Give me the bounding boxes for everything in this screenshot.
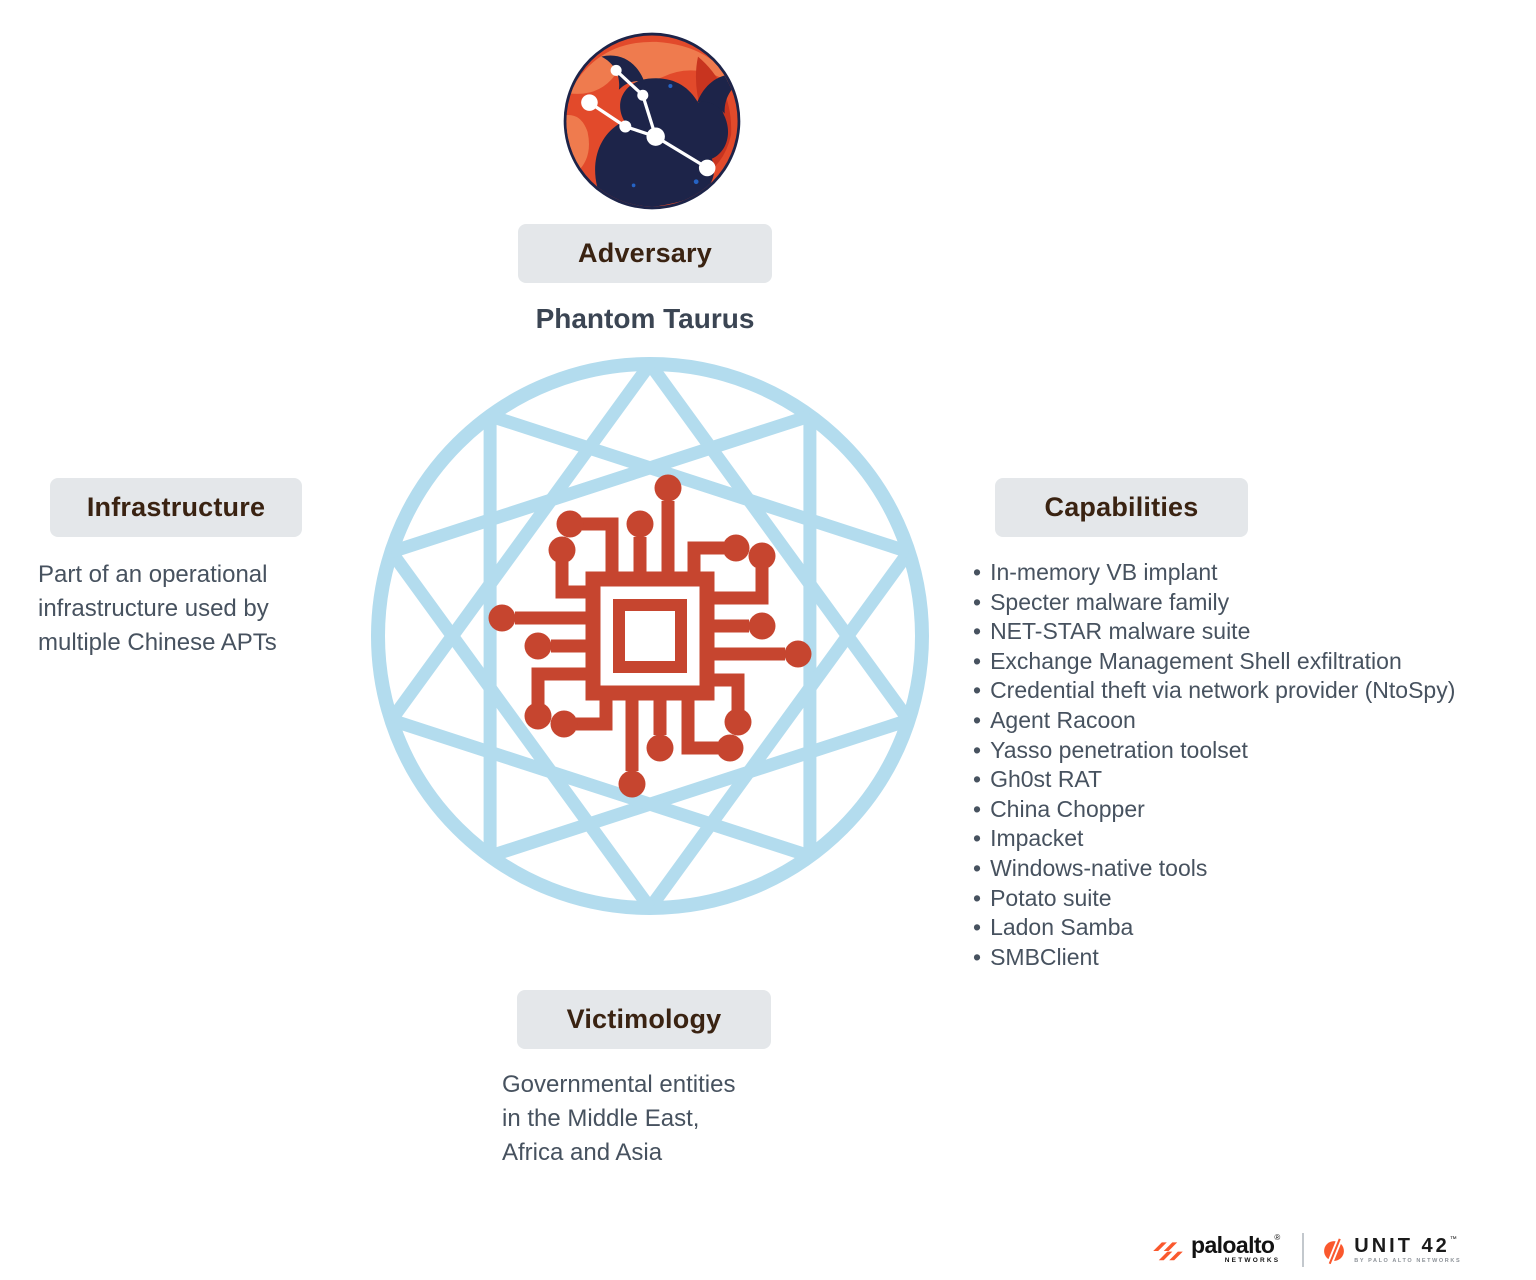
adversary-label	[518, 224, 772, 283]
capabilities-label-text: Capabilities	[1044, 492, 1199, 522]
victimology-line: Governmental entities	[502, 1071, 736, 1098]
unit42-logo	[1322, 1236, 1461, 1265]
palo-alto-logo	[1152, 1234, 1280, 1266]
palo-alto-stripes-icon	[1152, 1236, 1184, 1266]
capability-item: • China Chopper	[973, 795, 1455, 825]
infrastructure-description	[38, 558, 338, 660]
infrastructure-line: Part of an operational	[38, 561, 268, 588]
adversary-label-text: Adversary	[578, 238, 712, 268]
networks-wordmark: NETWORKS	[1224, 1257, 1281, 1264]
capabilities-list	[973, 558, 1455, 972]
taurus-constellation-badge-icon	[560, 29, 744, 213]
capabilities-label	[995, 478, 1248, 537]
victimology-line: Africa and Asia	[502, 1139, 663, 1166]
trademark-mark: ™	[1449, 1235, 1457, 1243]
capability-item: • Agent Racoon	[973, 706, 1455, 736]
capability-item: • NET-STAR malware suite	[973, 617, 1455, 647]
capability-item: • Gh0st RAT	[973, 765, 1455, 795]
palo-alto-wordmark: paloalto	[1191, 1232, 1275, 1258]
capability-item: • Potato suite	[973, 884, 1455, 914]
victimology-label-text: Victimology	[566, 1004, 722, 1034]
infrastructure-label-text: Infrastructure	[86, 492, 266, 522]
capability-item: • Credential theft via network provider (NtoSpy)	[973, 676, 1455, 706]
infrastructure-line: multiple Chinese APTs	[38, 629, 277, 656]
victimology-line: in the Middle East,	[502, 1105, 700, 1132]
diamond-gem-wireframe-icon	[350, 336, 950, 936]
footer-brand-row	[1152, 1233, 1461, 1267]
capability-item: • Specter malware family	[973, 588, 1455, 618]
victimology-label	[517, 990, 771, 1049]
unit42-tagline: BY PALO ALTO NETWORKS	[1354, 1257, 1462, 1264]
capability-item: • SMBClient	[973, 943, 1455, 973]
decagram-lines	[391, 364, 908, 908]
unit42-slashed-circle-icon	[1322, 1237, 1346, 1265]
unit42-wordmark: UNIT 42	[1354, 1234, 1450, 1257]
capability-item: • Impacket	[973, 824, 1455, 854]
capability-item: • Ladon Samba	[973, 913, 1455, 943]
capability-item: • Exchange Management Shell exfiltration	[973, 647, 1455, 677]
victimology-description	[502, 1068, 802, 1170]
capability-item: • In-memory VB implant	[973, 558, 1455, 588]
infrastructure-line: infrastructure used by	[38, 595, 269, 622]
infrastructure-label	[50, 478, 302, 537]
adversary-name: Phantom Taurus	[535, 303, 755, 334]
capability-item: • Yasso penetration toolset	[973, 736, 1455, 766]
footer-divider	[1302, 1233, 1304, 1267]
capability-item: • Windows-native tools	[973, 854, 1455, 884]
registered-mark: ®	[1274, 1233, 1281, 1242]
